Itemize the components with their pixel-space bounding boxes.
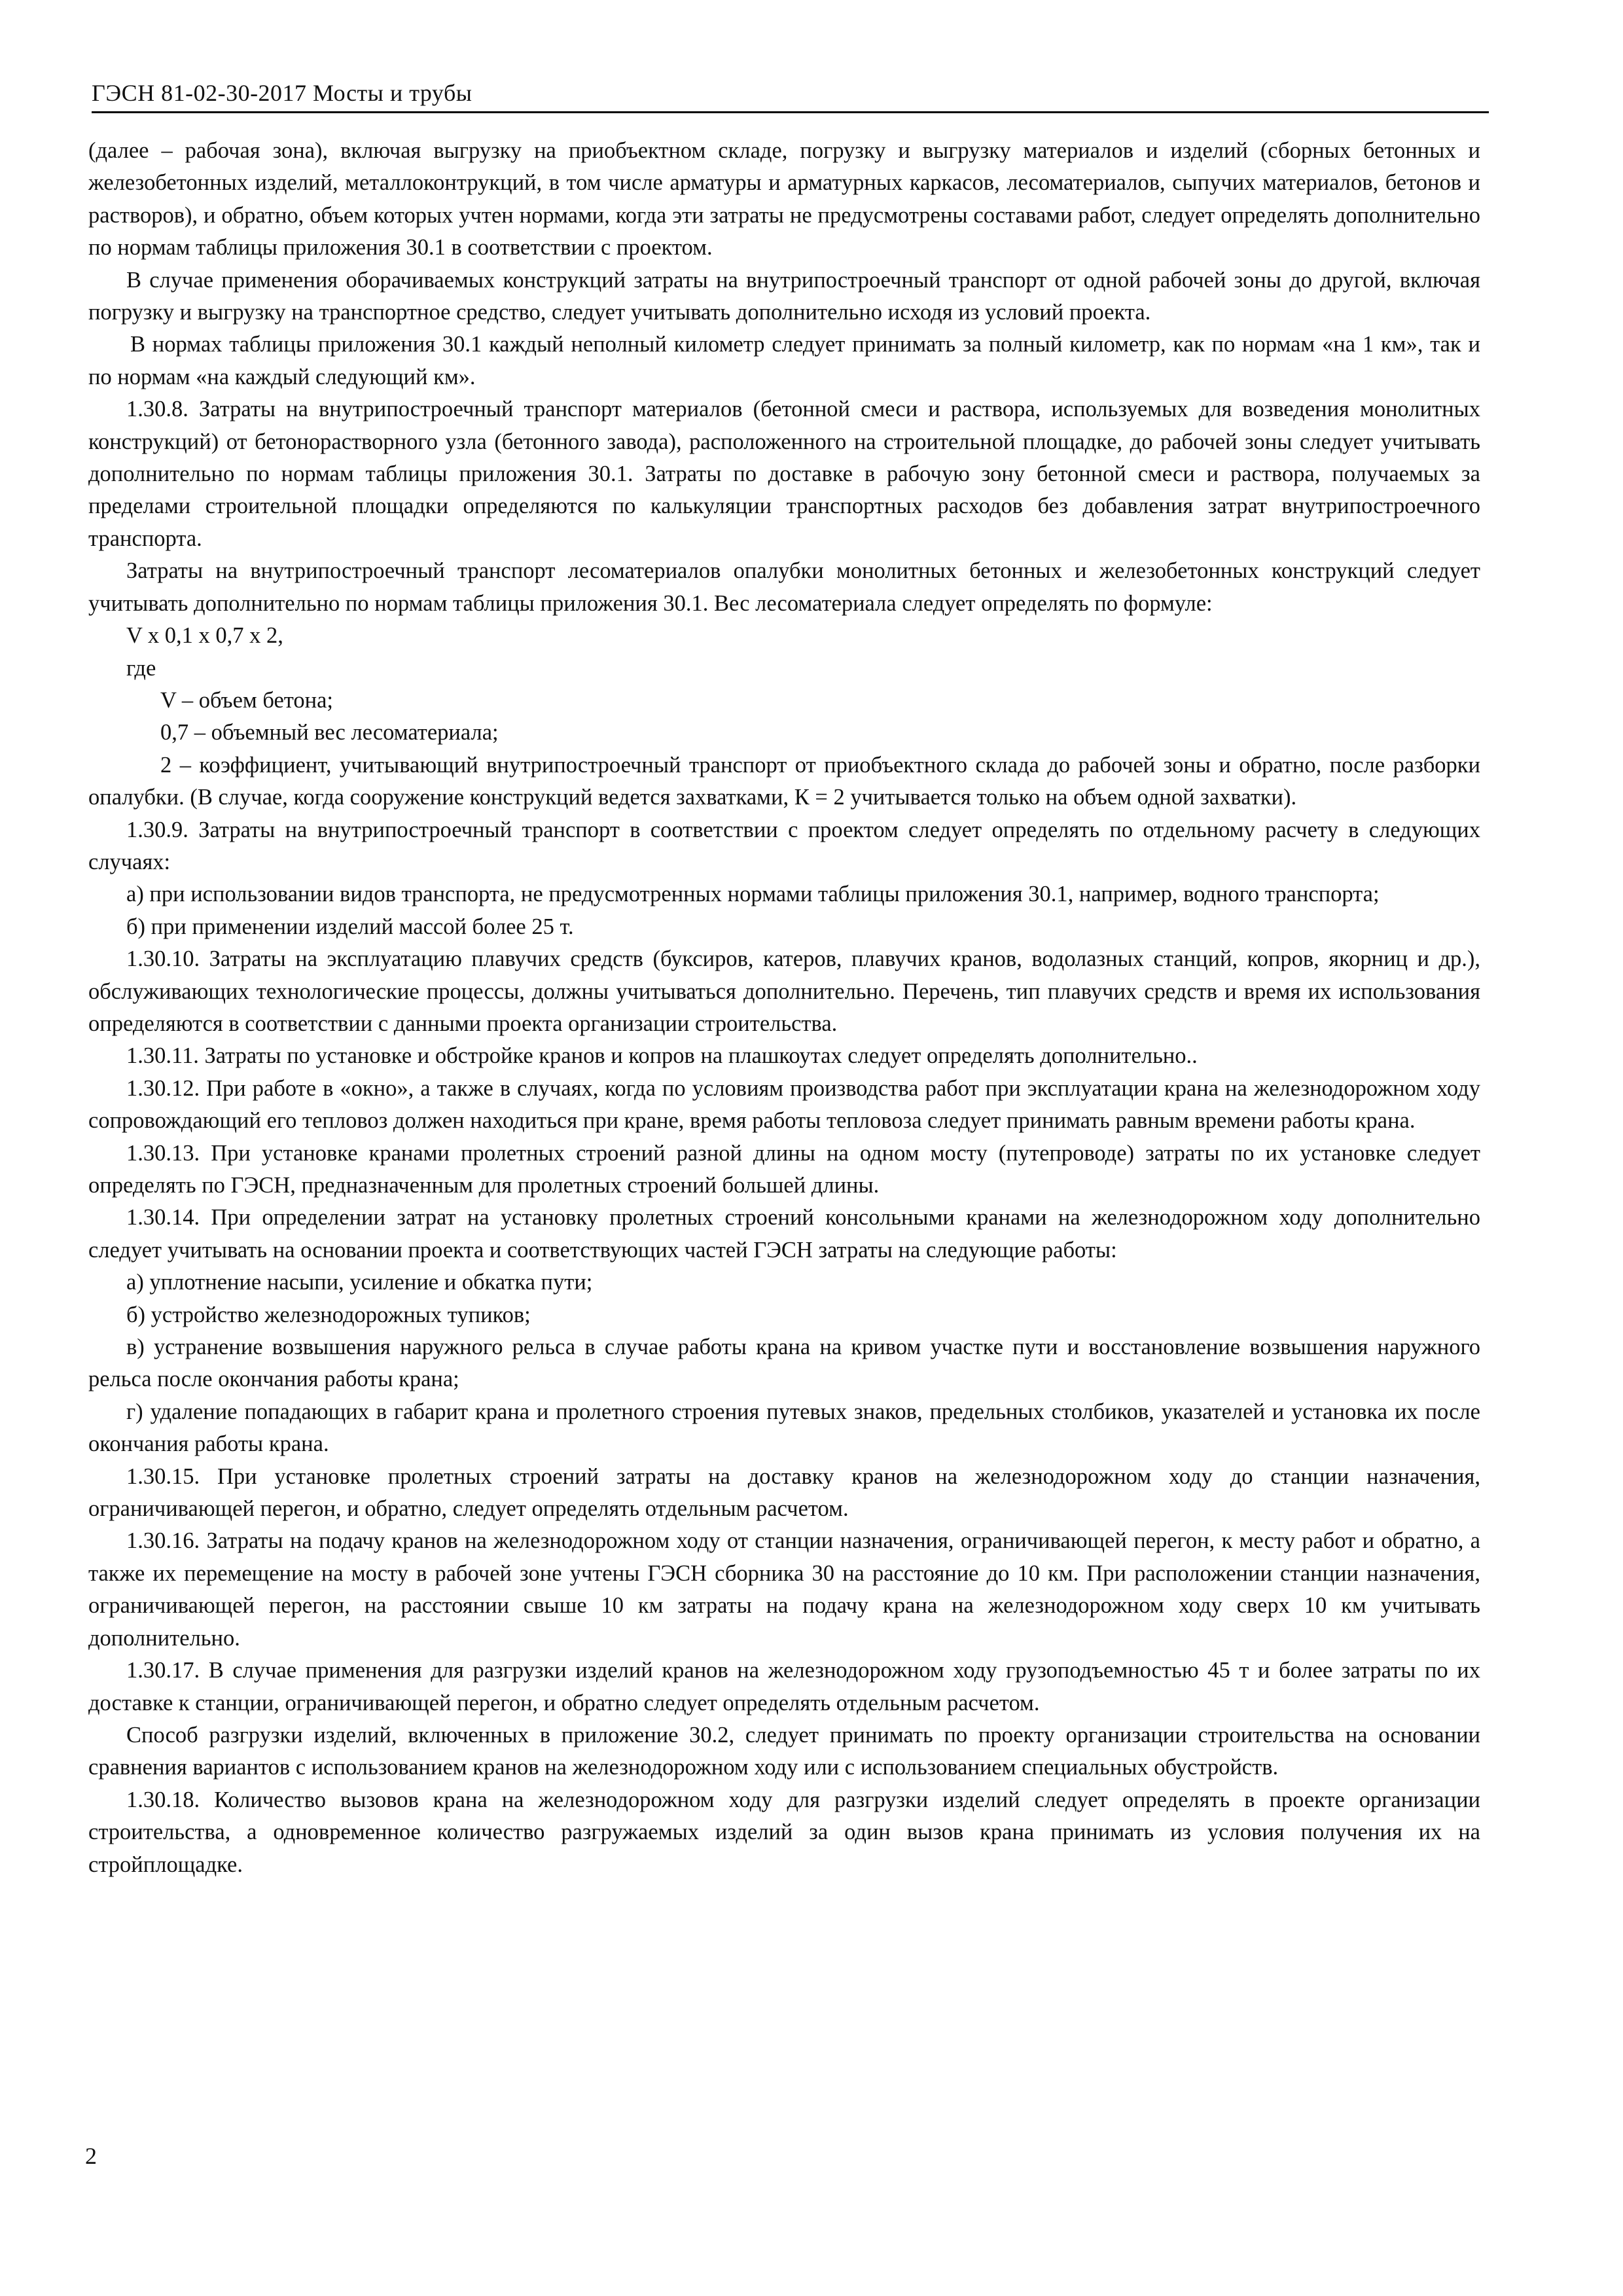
document-body bbox=[88, 135, 1480, 1881]
formula-where: где bbox=[126, 655, 156, 681]
document-title: ГЭСН 81-02-30-2017 Мосты и трубы bbox=[92, 80, 473, 106]
list-item-g-signs-removal: г) удаление попадающих в габарит крана и пролетного строения путевых знаков, предельных столбиков, указателей и установка их после окончания работы крана. bbox=[88, 1399, 1480, 1457]
formula-legend-weight: 0,7 – объемный вес лесоматериала; bbox=[160, 720, 499, 745]
paragraph-1-30-10: 1.30.10. Затраты на эксплуатацию плавучих средств (буксиров, катеров, плавучих кранов, водолазных станций, копров, якорниц и др.), обслуживающих технологические процессы, должны учитываться дополнительно. Перечень, тип плавучих средств и время их использования определяются в соответствии с данными проекта организации строительства. bbox=[88, 946, 1480, 1036]
paragraph-1-30-12: 1.30.12. При работе в «окно», а также в случаях, когда по условиям производства работ при эксплуатации крана на железнодорожном ходу сопровождающий его тепловоз должен находиться при кране, время работы тепловоза следует принимать равным времени работы крана. bbox=[88, 1075, 1480, 1134]
list-item-a-water-transport: а) при использовании видов транспорта, не предусмотренных нормами таблицы приложения 30.1, например, водного транспорта; bbox=[126, 882, 1380, 907]
page-header bbox=[92, 77, 1489, 113]
paragraph-1-30-16: 1.30.16. Затраты на подачу кранов на железнодорожном ходу от станции назначения, ограничивающей перегон, к месту работ и обратно, а также их перемещение на мосту в рабочей зоне учтены ГЭСН сборника 30 на расстояние до 10 км. При расположении станции назначения, ограничивающей перегон, на расстоянии свыше 10 км затраты на подачу крана на железнодорожном ходу сверх 10 км учитывать дополнительно. bbox=[88, 1528, 1480, 1651]
page-number: 2 bbox=[85, 2143, 97, 2169]
paragraph-unloading-method: Способ разгрузки изделий, включенных в приложение 30.2, следует принимать по проекту организации строительства на основании сравнения вариантов с использованием кранов на железнодорожном ходу или с использованием специальных обустройств. bbox=[88, 1722, 1480, 1780]
paragraph-1-30-11: 1.30.11. Затраты по установке и обстройке кранов и копров на плашкоутах следует определять дополнительно.. bbox=[126, 1043, 1198, 1069]
formula-legend-coefficient: 2 – коэффициент, учитывающий внутрипостроечный транспорт от приобъектного склада до рабочей зоны и обратно, после разборки опалубки. (В случае, когда сооружение конструкций ведется захватками, К = 2 учитывается только на объем одной захватки). bbox=[88, 752, 1480, 810]
formula: V x 0,1 x 0,7 x 2, bbox=[126, 623, 283, 649]
paragraph-formwork-transport: Затраты на внутрипостроечный транспорт лесоматериалов опалубки монолитных бетонных и железобетонных конструкций следует учитывать дополнительно по нормам таблицы приложения 30.1. Вес лесоматериала следует определять по формуле: bbox=[88, 558, 1480, 616]
list-item-a-embankment: а) уплотнение насыпи, усиление и обкатка пути; bbox=[126, 1270, 593, 1295]
paragraph-1-30-14: 1.30.14. При определении затрат на установку пролетных строений консольными кранами на железнодорожном ходу дополнительно следует учитывать на основании проекта и соответствующих частей ГЭСН затраты на следующие работы: bbox=[88, 1205, 1480, 1263]
list-item-b-dead-ends: б) устройство железнодорожных тупиков; bbox=[126, 1302, 531, 1327]
paragraph-1-30-9: 1.30.9. Затраты на внутрипостроечный транспорт в соответствии с проектом следует определять по отдельному расчету в следующих случаях: bbox=[88, 817, 1480, 874]
paragraph-1-30-8: 1.30.8. Затраты на внутрипостроечный транспорт материалов (бетонной смеси и раствора, используемых для возведения монолитных конструкций) от бетонорастворного узла (бетонного завода), расположенного на строительной площадке, до рабочей зоны следует учитывать дополнительно по нормам таблицы приложения 30.1. Затраты по доставке в рабочую зону бетонной смеси и раствора, получаемых за пределами строительной площадки определяются по калькуляции транспортных расходов без добавления затрат внутрипостроечного транспорта. bbox=[88, 397, 1480, 551]
paragraph-1-30-17: 1.30.17. В случае применения для разгрузки изделий кранов на железнодорожном ходу грузоподъемностью 45 т и более затраты по их доставке к станции, ограничивающей перегон, и обратно следует определять отдельным расчетом. bbox=[88, 1658, 1480, 1715]
paragraph-reusable-structures: В случае применения оборачиваемых конструкций затраты на внутрипостроечный транспорт от одной рабочей зоны до другой, включая погрузку и выгрузку на транспортное средство, следует учитывать дополнительно исходя из условий проекта. bbox=[88, 267, 1480, 325]
formula-legend-v: V – объем бетона; bbox=[160, 687, 333, 713]
list-item-b-heavy-items: б) при применении изделий массой более 25 т. bbox=[126, 914, 574, 939]
paragraph-1-30-13: 1.30.13. При установке кранами пролетных строений разной длины на одном мосту (путепроводе) затраты по их установке следует определять по ГЭСН, предназначенным для пролетных строений большей длины. bbox=[88, 1140, 1480, 1198]
list-item-v-rail-elevation: в) устранение возвышения наружного рельса в случае работы крана на кривом участке пути и восстановление возвышения наружного рельса после окончания работы крана; bbox=[88, 1335, 1480, 1392]
paragraph-continuation: (далее – рабочая зона), включая выгрузку на приобъектном складе, погрузку и выгрузку материалов и изделий (сборных бетонных и железобетонных изделий, металлоконтрукций, в том числе арматуры и арматурных каркасов, лесоматериалов, сыпучих материалов, бетонов и растворов), и обратно, объем которых учтен нормами, когда эти затраты не предусмотрены составами работ, следует определять дополнительно по нормам таблицы приложения 30.1 в соответствии с проектом. bbox=[88, 138, 1480, 260]
paragraph-incomplete-km: В нормах таблицы приложения 30.1 каждый неполный километр следует принимать за полный километр, как по нормам «на 1 км», так и по нормам «на каждый следующий км». bbox=[88, 332, 1480, 389]
paragraph-1-30-15: 1.30.15. При установке пролетных строений затраты на доставку кранов на железнодорожном ходу до станции назначения, ограничивающей перегон, и обратно, следует определять отдельным расчетом. bbox=[88, 1463, 1480, 1522]
paragraph-1-30-18: 1.30.18. Количество вызовов крана на железнодорожном ходу для разгрузки изделий следует определять в проекте организации строительства, а одновременное количество разгружаемых изделий за один вызов крана принимать из условия получения их на стройплощадке. bbox=[88, 1787, 1480, 1877]
